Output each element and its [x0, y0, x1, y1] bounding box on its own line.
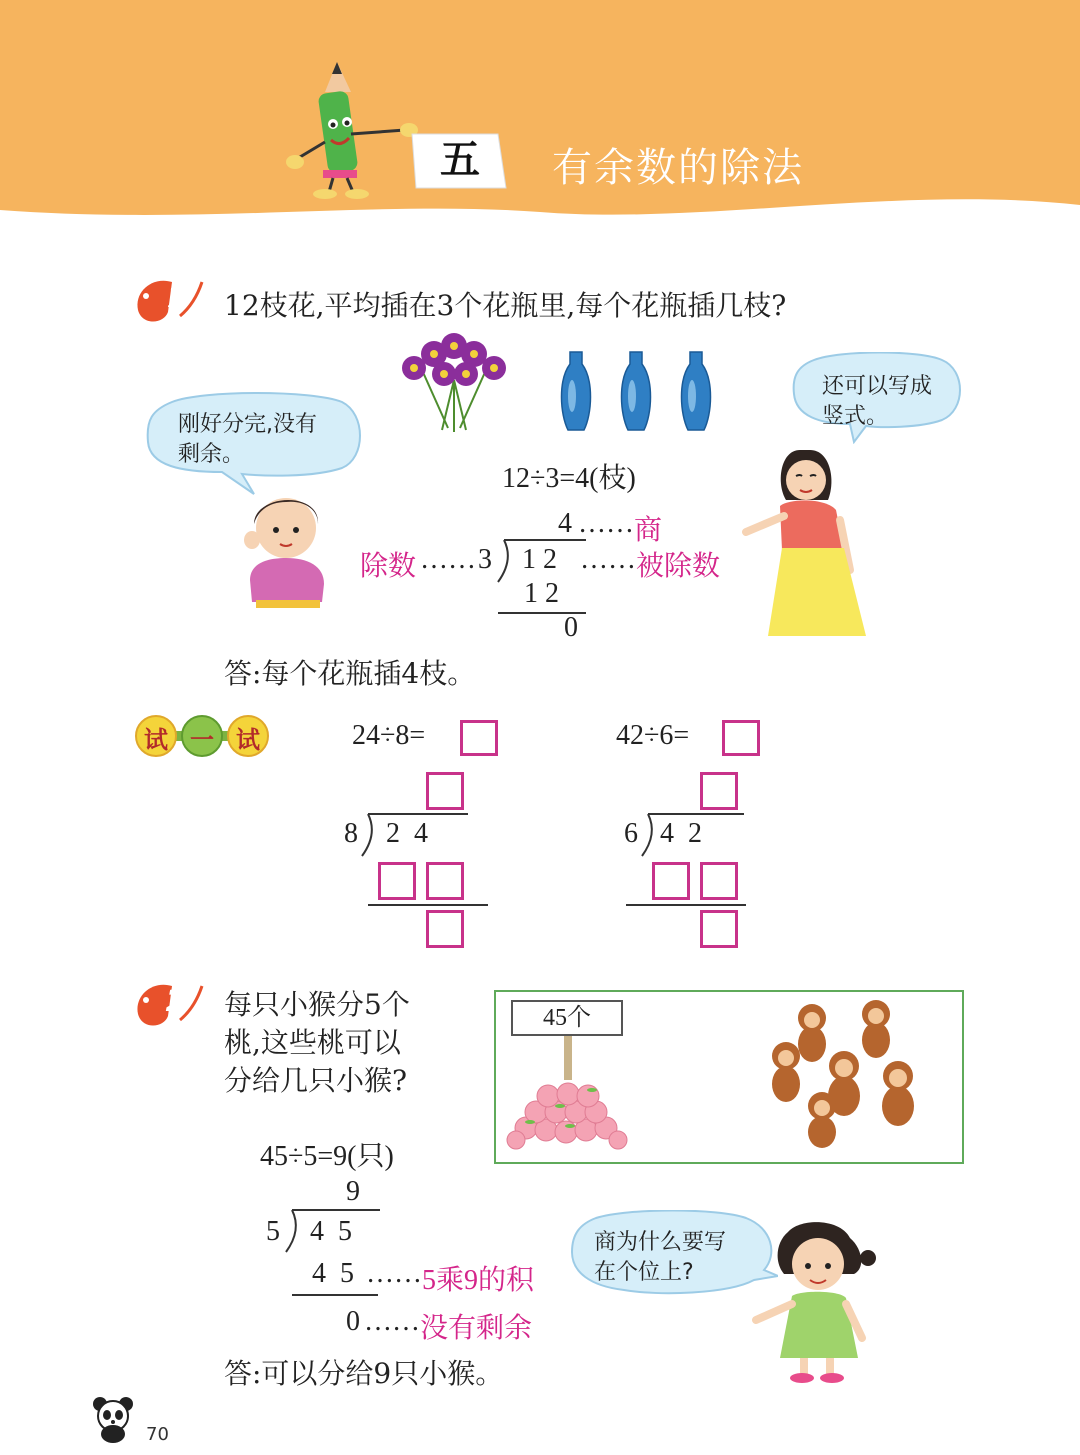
divisor: 6	[624, 818, 638, 849]
product-note-dots: ……	[366, 1258, 422, 1289]
question-text: 每只小猴分5个 桃,这些桃可以 分给几只小猴?	[224, 988, 410, 1097]
product-box[interactable]	[652, 862, 690, 900]
divisor: 5	[266, 1216, 280, 1247]
product-box[interactable]	[378, 862, 416, 900]
monkeys-icon	[760, 996, 940, 1150]
question-text: 12枝花,平均插在3个花瓶里,每个花瓶插几枝?	[224, 289, 787, 322]
speech-text: 商为什么要写 在个位上?	[594, 1230, 727, 1285]
divisor: 3	[478, 544, 492, 575]
product-box[interactable]	[426, 862, 464, 900]
example-number: 1	[166, 280, 187, 315]
peach-pile-icon	[506, 1036, 630, 1152]
sign-board	[511, 1000, 623, 1036]
example-number: 2	[166, 984, 187, 1019]
division-line	[368, 904, 488, 906]
remainder: 0	[346, 1306, 360, 1337]
dividend-label: 被除数	[636, 551, 721, 582]
division-line	[292, 1294, 378, 1296]
product: 1 2	[524, 578, 559, 609]
remainder-box[interactable]	[700, 910, 738, 948]
girl-illustration	[750, 1218, 880, 1384]
quotient: 9	[346, 1176, 360, 1207]
flower-bunch-icon	[392, 330, 516, 436]
product-box[interactable]	[700, 862, 738, 900]
division-line	[626, 904, 746, 906]
answer-text: 答:可以分给9只小猴。	[224, 1357, 504, 1390]
product-note: 5乘9的积	[422, 1265, 535, 1296]
divisor: 8	[344, 818, 358, 849]
equation: 45÷5=9(只)	[260, 1141, 394, 1172]
remainder: 0	[564, 612, 578, 643]
answer-box[interactable]	[722, 720, 760, 756]
answer-text: 答:每个花瓶插4枝。	[224, 657, 476, 690]
product: 4 5	[312, 1258, 354, 1289]
chapter-banner	[0, 0, 1080, 230]
dividend: 4 5	[310, 1216, 352, 1247]
page-number: 70	[146, 1424, 169, 1445]
remainder-note-dots: ……	[364, 1306, 420, 1337]
remainder-note: 没有剩余	[420, 1313, 533, 1344]
dividend: 4 2	[660, 818, 702, 849]
equation: 12÷3=4(枝)	[502, 463, 636, 494]
quotient: 4	[558, 508, 572, 539]
quotient-label: 商	[634, 515, 663, 546]
dividend: 1 2	[522, 544, 557, 575]
equation: 24÷8=	[352, 720, 426, 751]
chapter-number: 五	[440, 136, 480, 183]
try-label: 试	[236, 726, 260, 754]
dividend-note-dots: ……	[580, 544, 636, 575]
vases-icon	[556, 350, 716, 434]
teacher-illustration	[740, 440, 900, 640]
speech-text: 刚好分完,没有 剩余。	[178, 412, 317, 467]
dividend: 2 4	[386, 818, 428, 849]
quotient-box[interactable]	[426, 772, 464, 810]
equation: 42÷6=	[616, 720, 690, 751]
divisor-label: 除数	[360, 551, 417, 582]
try-label: 试	[144, 726, 168, 754]
chapter-title: 有余数的除法	[552, 145, 804, 191]
speech-text: 还可以写成 竖式。	[822, 374, 933, 429]
remainder-box[interactable]	[426, 910, 464, 948]
try-label: 一	[190, 726, 214, 754]
divisor-dots: ……	[420, 544, 476, 575]
girl-illustration	[236, 484, 336, 608]
answer-box[interactable]	[460, 720, 498, 756]
quotient-note-dots: ……	[578, 508, 634, 539]
panda-icon	[88, 1394, 138, 1444]
sign-label: 45个	[543, 1005, 591, 1031]
quotient-box[interactable]	[700, 772, 738, 810]
